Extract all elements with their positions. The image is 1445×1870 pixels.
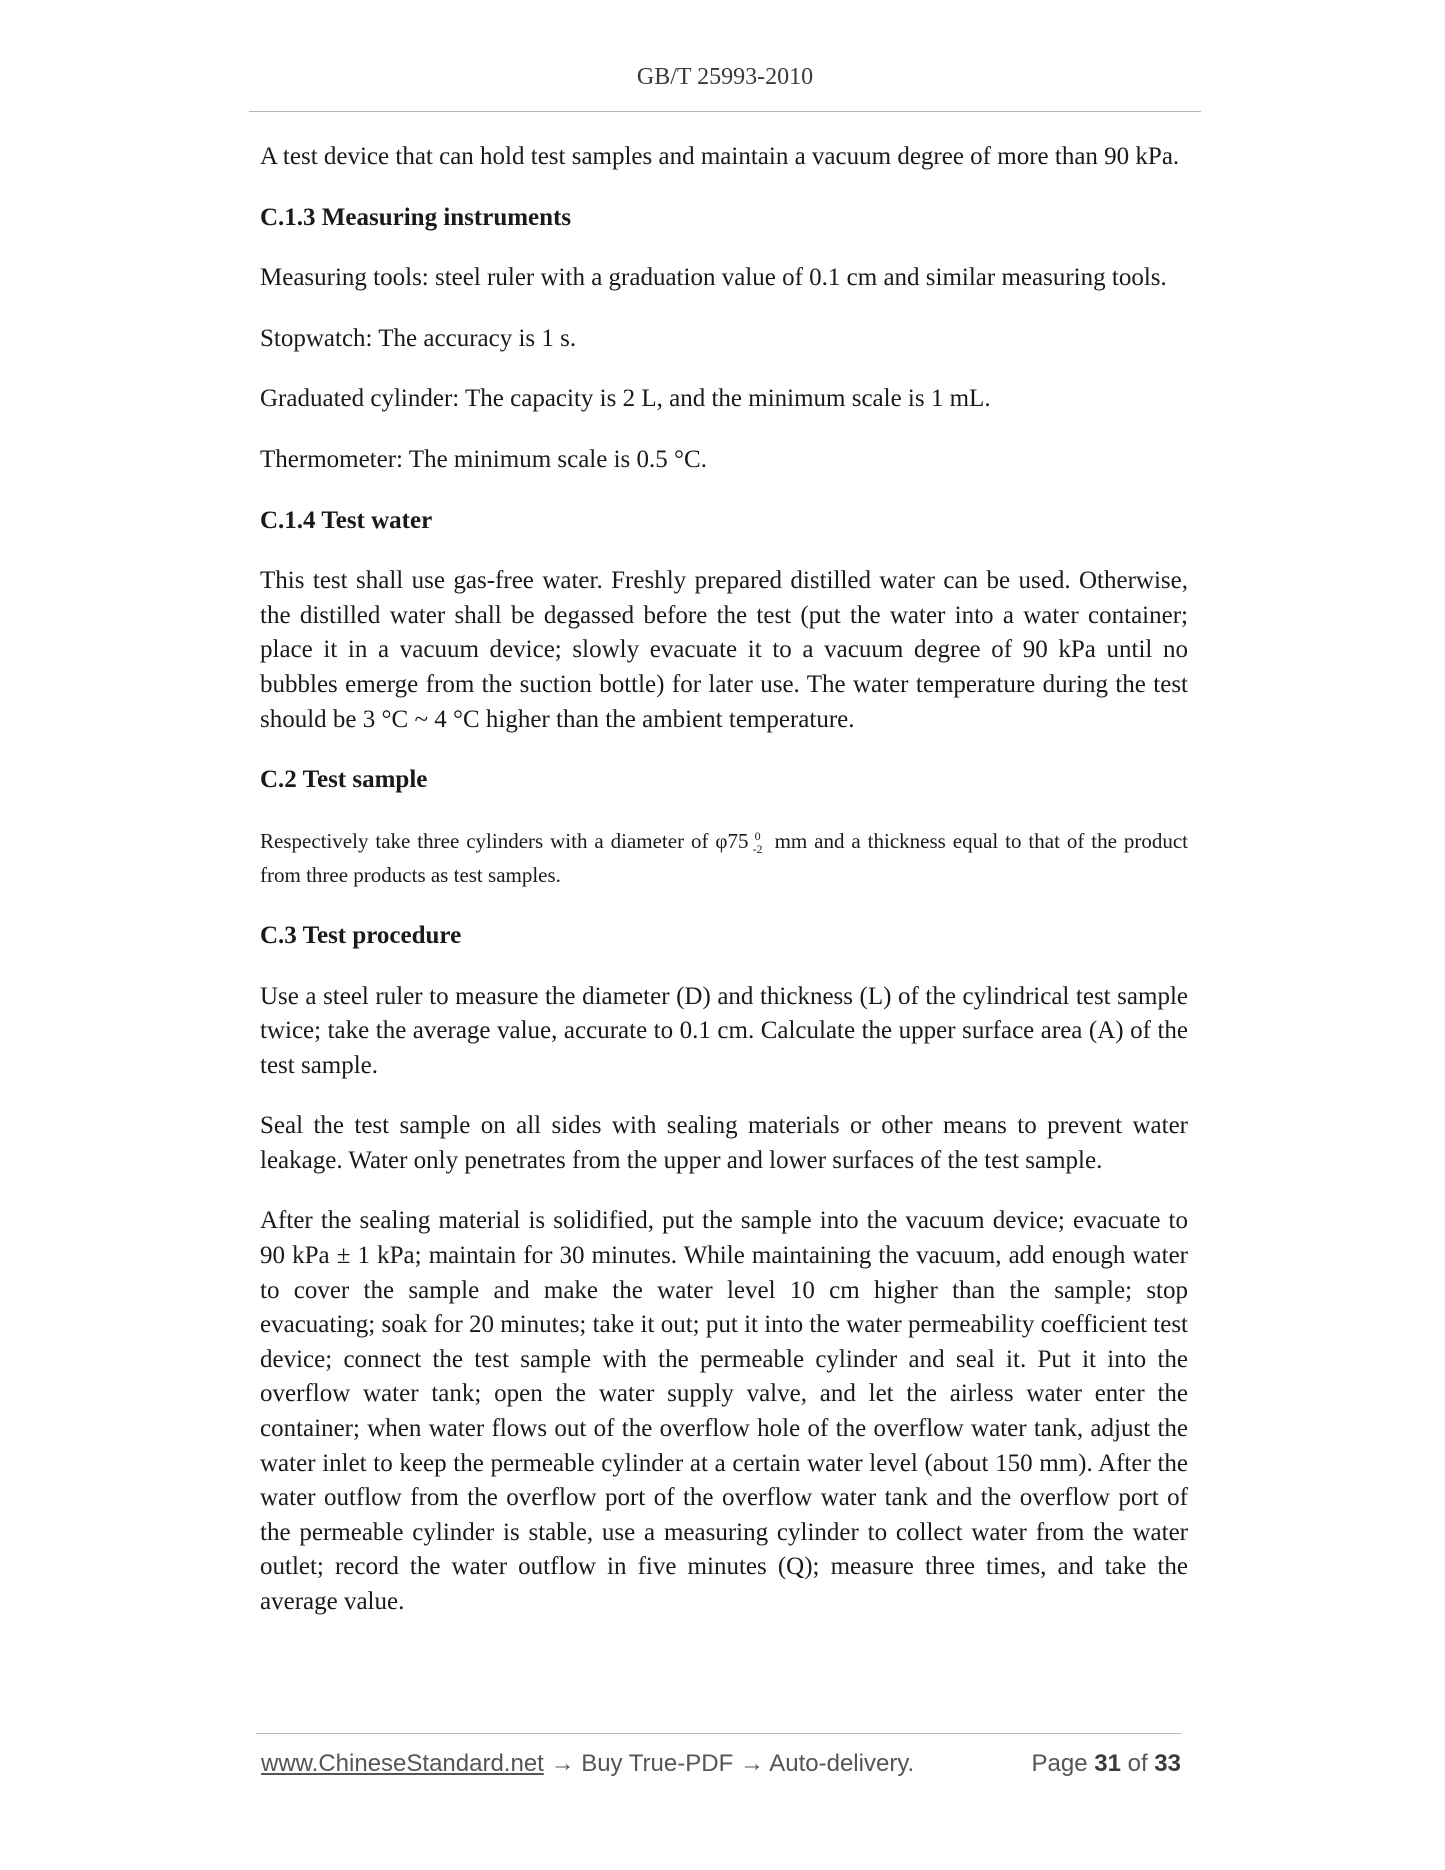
tolerance-lower: -2: [752, 841, 763, 856]
document-code: GB/T 25993-2010: [636, 64, 814, 90]
page-footer: [261, 1750, 1181, 1784]
procedure-paragraph-3: After the sealing material is solidified, put the sample into the vacuum device; evacuate to 90 kPa ± 1 kPa; maintain for 30 minutes. While maintaining the vacuum, add enough water to cover the sample and make the water level 10 cm higher than the sample; stop evacuating; soak for 20 minutes; take it out; put it into the water permeability coefficient test device; connect the test sample with the permeable cylinder and seal it. Put it into the overflow water tank; open the water supply valve, and let the airless water enter the container; when water flows out of the overflow hole of the overflow water tank, adjust the water inlet to keep the permeable cylinder at a certain water level (about 150 mm). After the water outflow from the overflow port of the overflow water tank and the overflow port of the permeable cylinder is stable, use a measuring cylinder to collect water from the water outlet; record the water outflow in five minutes (Q); measure three times, and take the average value.: [260, 1207, 1188, 1615]
procedure-paragraph-2: Seal the test sample on all sides with sealing materials or other means to prevent water leakage. Water only penetrates from the upper and lower surfaces of the test sample.: [260, 1112, 1188, 1174]
test-sample-paragraph: [260, 824, 1188, 893]
section-heading-c3: C.3 Test procedure: [260, 921, 462, 949]
sample-text-end: mm and a thickness equal to that of the product from three products as test samples.: [260, 828, 1188, 888]
page-indicator: [1032, 1750, 1182, 1778]
intro-paragraph: A test device that can hold test samples and maintain a vacuum degree of more than 90 kPa.: [260, 143, 1180, 170]
stopwatch-paragraph: Stopwatch: The accuracy is 1 s.: [260, 324, 577, 352]
diameter-tolerance: [753, 830, 763, 856]
buy-pdf-text: Buy True-PDF: [581, 1750, 734, 1777]
website-link[interactable]: www.ChineseStandard.net: [261, 1750, 544, 1777]
section-heading-c14: C.1.4 Test water: [260, 506, 433, 534]
sample-text-start: Respectively take three cylinders with a diameter of φ75: [260, 828, 749, 853]
tolerance-upper: 0: [754, 828, 761, 843]
of-label: of: [1127, 1750, 1148, 1777]
current-page-number: 31: [1094, 1750, 1121, 1777]
thermometer-paragraph: Thermometer: The minimum scale is 0.5 °C.: [260, 445, 707, 473]
header-divider: [249, 111, 1201, 112]
section-heading-c2: C.2 Test sample: [260, 766, 428, 794]
measuring-tools-paragraph: Measuring tools: steel ruler with a graduation value of 0.1 cm and similar measuring tools.: [260, 264, 1167, 292]
footer-links: [261, 1750, 914, 1778]
footer-divider: [256, 1733, 1181, 1734]
page-label: Page: [1031, 1750, 1088, 1777]
section-heading-c13: C.1.3 Measuring instruments: [260, 203, 572, 231]
test-water-paragraph: This test shall use gas-free water. Freshly prepared distilled water can be used. Otherwise, the distilled water shall be degassed before the test (put the water into a water container; place it in a vacuum device; slowly evacuate it to a vacuum degree of 90 kPa until no bubbles emerge from the suction bottle) for later use. The water temperature during the test should be 3 °C ~ 4 °C higher than the ambient temperature.: [260, 567, 1188, 733]
arrow-icon: →: [543, 1750, 582, 1777]
page-header: [249, 64, 1201, 91]
document-body: [260, 140, 1188, 1646]
procedure-paragraph-1: Use a steel ruler to measure the diameter (D) and thickness (L) of the cylindrical test sample twice; take the average value, accurate to 0.1 cm. Calculate the upper surface area (A) of the test sample.: [260, 982, 1188, 1079]
graduated-cylinder-paragraph: Graduated cylinder: The capacity is 2 L, and the minimum scale is 1 mL.: [260, 385, 991, 413]
total-pages-number: 33: [1154, 1750, 1181, 1777]
arrow-icon: →: [733, 1750, 770, 1777]
auto-delivery-text: Auto-delivery.: [769, 1750, 915, 1777]
